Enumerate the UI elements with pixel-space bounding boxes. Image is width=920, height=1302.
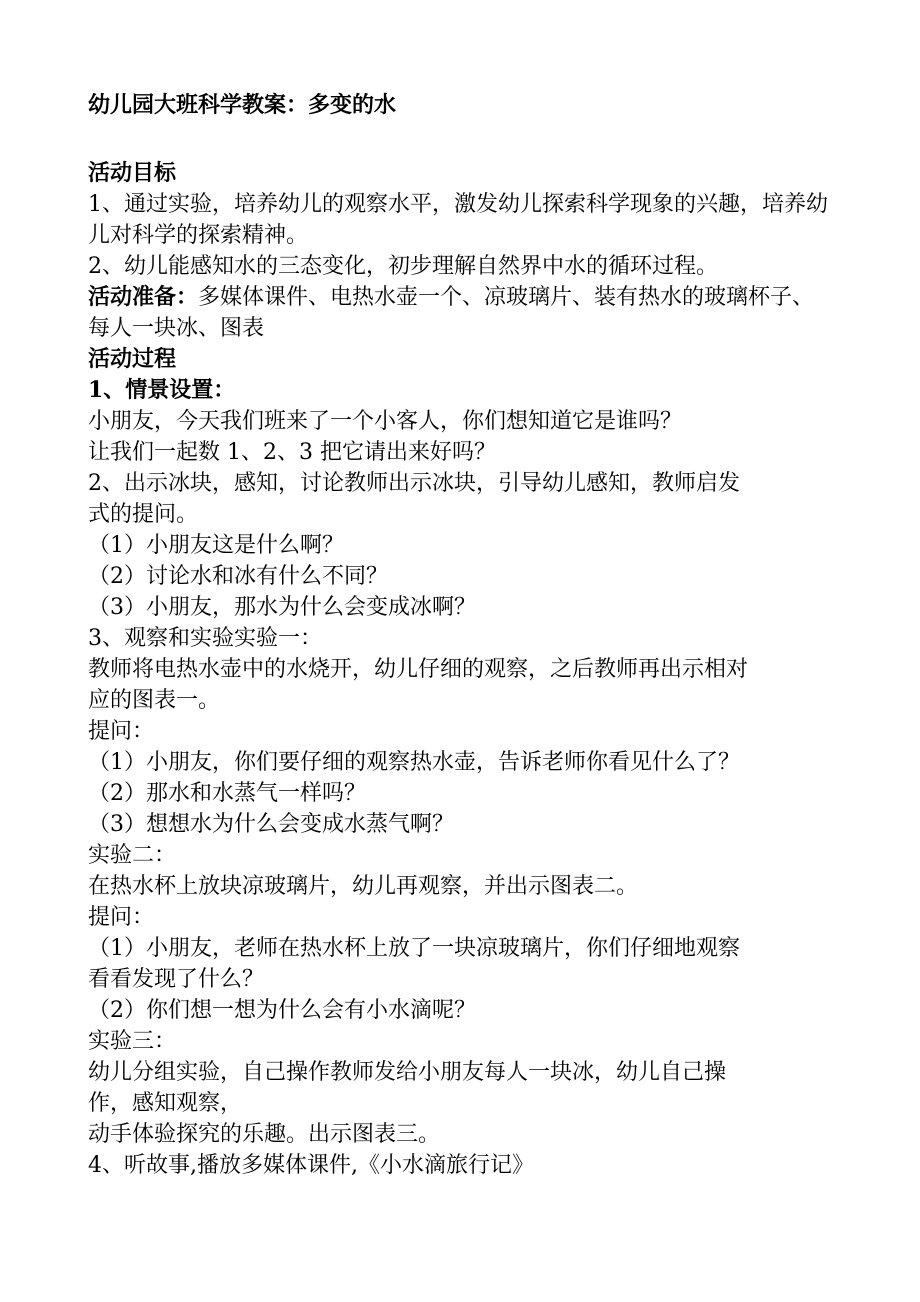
body-line: （3）想想水为什么会变成水蒸气啊？	[88, 812, 454, 837]
body-line: （2）讨论水和冰有什么不同？	[88, 564, 388, 589]
body-line: （1）小朋友，老师在热水杯上放了一块凉玻璃片，你们仔细地观察	[88, 936, 740, 961]
goal-1: 1、通过实验，培养幼儿的观察水平，激发幼儿探索科学现象的兴趣，培养幼儿对科学的探索精神。	[88, 192, 828, 248]
preparation-label: 活动准备：	[88, 284, 199, 310]
step-1-heading: 1、情景设置：	[88, 377, 236, 403]
body-line: 在热水杯上放块凉玻璃片，幼儿再观察，并出示图表二。	[88, 874, 639, 899]
process-heading: 活动过程	[88, 346, 177, 372]
body-line: 看看发现了什么？	[88, 967, 265, 992]
body-line: （1）小朋友，你们要仔细的观察热水壶，告诉老师你看见什么了？	[88, 750, 740, 775]
body-line: （3）小朋友，那水为什么会变成冰啊？	[88, 595, 476, 620]
body-line: 式的提问。	[88, 502, 199, 527]
body-line: 2、出示冰块，感知，讨论教师出示冰块，引导幼儿感知，教师启发	[88, 471, 740, 496]
body-line: 小朋友，今天我们班来了一个小客人，你们想知道它是谁吗？	[88, 409, 683, 434]
body-line: 4、听故事,播放多媒体课件,《小水滴旅行记》	[88, 1153, 534, 1178]
preparation-text: 多媒体课件、电热水壶一个、凉玻璃片、装有热水的玻璃杯子、每人一块冰、图表	[88, 285, 815, 341]
body-line: 动手体验探究的乐趣。出示图表三。	[88, 1122, 441, 1147]
body-line: 实验二：	[88, 843, 177, 868]
blank-line	[88, 122, 848, 158]
body-line: 作，感知观察，	[88, 1091, 243, 1116]
body-line: 让我们一起数 1、2、3 把它请出来好吗？	[88, 440, 496, 465]
body-line: 教师将电热水壶中的水烧开，幼儿仔细的观察，之后教师再出示相对	[88, 657, 749, 682]
body-line: 幼儿分组实验，自己操作教师发给小朋友每人一块冰，幼儿自己操	[88, 1060, 727, 1085]
body-line: 3、观察和实验实验一：	[88, 626, 322, 651]
goal-2: 2、幼儿能感知水的三态变化，初步理解自然界中水的循环过程。	[88, 254, 718, 279]
body-line: 实验三：	[88, 1029, 177, 1054]
goals-heading: 活动目标	[88, 160, 177, 186]
preparation-paragraph	[88, 282, 833, 344]
body-line: 应的图表一。	[88, 688, 221, 713]
body-line: （2）那水和水蒸气一样吗？	[88, 781, 366, 806]
body-line: （1）小朋友这是什么啊？	[88, 533, 344, 558]
document-page	[88, 88, 848, 1181]
body-line: 提问：	[88, 905, 155, 930]
body-line: 提问：	[88, 719, 155, 744]
body-line: （2）你们想一想为什么会有小水滴呢？	[88, 998, 476, 1023]
document-title: 幼儿园大班科学教案：多变的水	[88, 92, 397, 118]
